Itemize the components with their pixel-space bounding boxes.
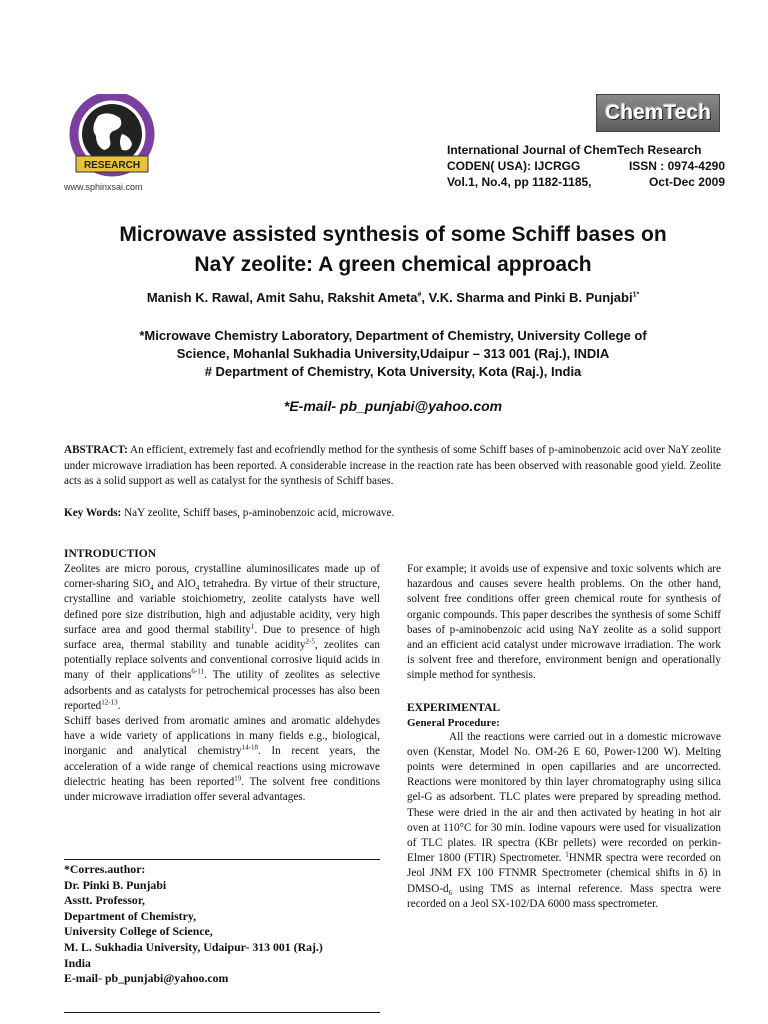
contact-email[interactable]: *E-mail- pb_punjabi@yahoo.com [283, 398, 503, 414]
corres-email[interactable]: E-mail- pb_punjabi@yahoo.com [64, 971, 229, 986]
authors-part-2: , V.K. Sharma and Pinki B. Punjabi [421, 290, 633, 305]
journal-coden: CODEN( USA): IJCRGG [447, 159, 581, 173]
affiliation-line-1: *Microwave Chemistry Laboratory, Department of Chemistry, University College of [139, 328, 647, 343]
corres-college: University College of Science, [64, 924, 213, 939]
right-column [407, 562, 721, 912]
publisher-logo [62, 94, 162, 198]
abstract-label: ABSTRACT: [64, 444, 128, 456]
corres-divider-bottom [64, 1012, 380, 1013]
journal-date: Oct-Dec 2009 [648, 175, 725, 189]
journal-issn: ISSN : 0974-4290 [628, 159, 725, 173]
abstract-text: An efficient, extremely fast and ecofriendly method for the synthesis of some Schiff bases of p-aminobenzoic acid over NaY zeolite under microwave irradiation has been reported. A considerable increase in the reaction rate has been observed with reasonable good yield. Zeolite acts as a solid support as well as catalyst for the synthesis of Schiff bases. [64, 444, 721, 488]
affiliations [60, 327, 726, 381]
globe-logo-icon [62, 94, 162, 184]
left-column [64, 547, 380, 805]
publisher-url[interactable]: www.sphinxsai.com [64, 182, 143, 192]
corresponding-author [64, 862, 384, 987]
right-paragraph-1: For example; it avoids use of expensive and toxic solvents which are hazardous and causes severe health problems. On the other hand, solvent free conditions offer green chemical route for synthesis of organic compounds. This paper describes the synthesis of some Schiff bases of p-aminobenzoic acid using NaY zeolite as a solid support and an efficient acid catalyst under microwave irradiation. The work is solvent free and therefore, environment benign and operationally simple method for synthesis. [407, 563, 721, 682]
journal-volume: Vol.1, No.4, pp 1182-1185, [447, 175, 592, 189]
paper-title [40, 220, 746, 280]
abstract [64, 443, 721, 490]
journal-volume-row [447, 174, 725, 190]
journal-info [447, 142, 725, 190]
intro-paragraph-2: Schiff bases derived from aromatic amines and aromatic aldehydes have a wide variety of applications in many fields e.g., biological, inorganic and analytical chemistry$^{14-18}$. In recent years, the acceleration of a wide range of chemical reactions using microwave dielectric heating has been reported$^{19}$. The solvent free conditions under microwave irradiation offer several advantages. [64, 715, 380, 804]
author-mark-2: 1* [632, 291, 640, 299]
affiliation-line-3: # Department of Chemistry, Kota University, Kota (Raj.), India [204, 364, 582, 379]
affiliation-line-2: Science, Mohanlal Sukhadia University,Udaipur – 313 001 (Raj.), INDIA [176, 346, 610, 361]
journal-name: International Journal of ChemTech Research [447, 143, 702, 157]
experimental-heading: EXPERIMENTAL [407, 701, 501, 714]
intro-paragraph-1: Zeolites are micro porous, crystalline aluminosilicates made up of corner-sharing SiO$_4$ and AlO$_4$ tetrahedra. By virtue of their structure, crystalline and variable stoichiometry, zeolite catalysts have well defined pore size distribution, high and adjustable acidity, very high surface area and good thermal stability$^1$. Due to presence of high surface area, thermal stability and tunable acidity$^{2-5}$, zeolites can potentially replace solvents and conventional corrosive liquid acids in many of their applications$^{6-11}$. The utility of zeolites as selective adsorbents and as catalysts for petrochemical processes has also been reported$^{12-13}$. [64, 563, 380, 712]
general-procedure-heading: General Procedure: [407, 716, 500, 729]
keywords-label: Key Words: [64, 507, 122, 519]
author-list [40, 290, 746, 305]
logo-banner: RESEARCH [83, 160, 141, 171]
corres-label: *Corres.author: [64, 862, 146, 876]
introduction-heading: INTRODUCTION [64, 548, 157, 560]
journal-codes [447, 158, 725, 174]
corres-dept: Department of Chemistry, [64, 908, 197, 923]
corres-title: Asstt. Professor, [64, 893, 145, 908]
corres-name: Dr. Pinki B. Punjabi [64, 877, 167, 892]
brand-badge: ChemTech [596, 94, 720, 132]
corres-country: India [64, 955, 91, 970]
title-line-1: Microwave assisted synthesis of some Schiff bases on [119, 223, 667, 246]
experimental-paragraph: All the reactions were carried out in a domestic microwave oven (Kenstar, Model No. OM-26 E 60, Power-1200 W). Melting points were determined in open capillaries and are uncorrected. Reactions were monitored by thin layer chromatography using silica gel-G as adsorbent. TLC plates were prepared by spreading method. These were dried in the air and then activated by heating in hot air oven at 110°C for 30 min. Iodine vapours were used for visualization of TLC plates. IR spectra (KBr pellets) were recorded on perkin-Elmer 1800 (FTIR) Spectrometer. $^1$HNMR spectra were recorded on Jeol JNM FX 100 FTNMR Spectrometer (chemical shifts in δ) in DMSO-$d_6$ using TMS as internal reference. Mass spectra were recorded on a Jeol SX-102/DA 6000 mass spectrometer. [407, 730, 721, 910]
author-mark-1: # [417, 291, 422, 299]
corres-divider-top [64, 859, 380, 860]
authors-part-1: Manish K. Rawal, Amit Sahu, Rakshit Ameta [146, 290, 418, 305]
keywords [64, 506, 721, 522]
corres-univ: M. L. Sukhadia University, Udaipur- 313 001 (Raj.) [64, 939, 323, 954]
keywords-text: NaY zeolite, Schiff bases, p-aminobenzoic acid, microwave. [121, 507, 395, 519]
title-line-2: NaY zeolite: A green chemical approach [194, 253, 592, 276]
